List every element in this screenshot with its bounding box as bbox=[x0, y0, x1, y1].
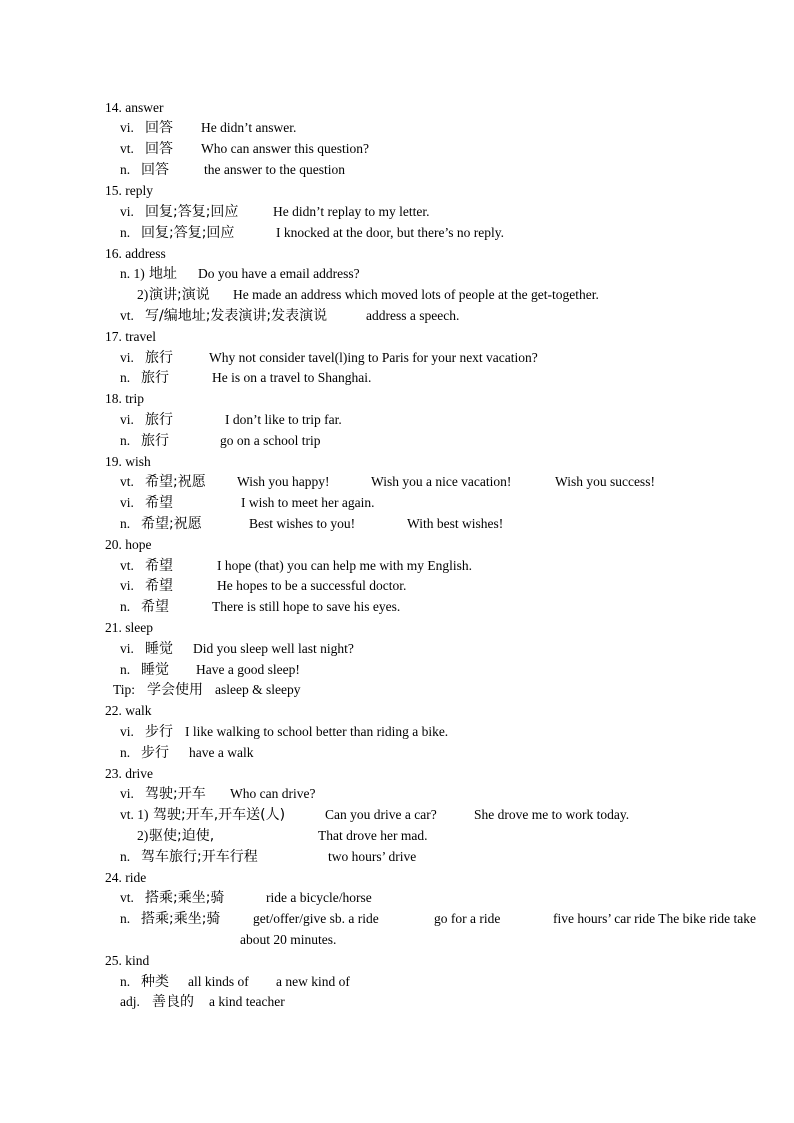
text-fragment: 2) bbox=[137, 287, 149, 302]
text-fragment: I wish to meet her again. bbox=[241, 495, 375, 510]
text-fragment: He hopes to be a successful doctor. bbox=[217, 578, 407, 593]
text-fragment: There is still hope to save his eyes. bbox=[212, 599, 401, 614]
text-fragment: 14. answer bbox=[105, 100, 164, 115]
chinese-meaning: 种类 bbox=[141, 974, 169, 990]
chinese-meaning: 善良的 bbox=[152, 994, 194, 1010]
text-fragment: vt. bbox=[120, 474, 134, 489]
text-fragment: 21. sleep bbox=[105, 620, 153, 635]
text-fragment: go for a ride bbox=[434, 911, 501, 926]
text-fragment: vi. bbox=[120, 495, 134, 510]
text-fragment: Can you drive a car? bbox=[325, 807, 437, 822]
text-fragment: a kind teacher bbox=[209, 994, 285, 1009]
text-fragment: vt. bbox=[120, 308, 134, 323]
chinese-meaning: 旅行 bbox=[141, 370, 169, 386]
text-fragment: 17. travel bbox=[105, 329, 156, 344]
chinese-meaning: 回复;答复;回应 bbox=[145, 204, 239, 220]
text-fragment: He didn’t answer. bbox=[201, 120, 297, 135]
text-fragment: He is on a travel to Shanghai. bbox=[212, 370, 372, 385]
text-fragment: Wish you happy! bbox=[237, 474, 330, 489]
text-fragment: Tip: bbox=[113, 682, 136, 697]
text-fragment: all kinds of bbox=[188, 974, 249, 989]
chinese-meaning: 回复;答复;回应 bbox=[141, 225, 235, 241]
text-fragment: have a walk bbox=[189, 745, 254, 760]
chinese-meaning: 希望 bbox=[145, 578, 173, 594]
text-fragment: two hours’ drive bbox=[328, 849, 417, 864]
text-fragment: get/offer/give sb. a ride bbox=[253, 911, 379, 926]
text-fragment: n. bbox=[120, 370, 131, 385]
text-fragment: a new kind of bbox=[276, 974, 350, 989]
chinese-meaning: 回答 bbox=[145, 120, 173, 136]
text-fragment: He didn’t replay to my letter. bbox=[273, 204, 430, 219]
text-fragment: 22. walk bbox=[105, 703, 152, 718]
text-fragment: n. bbox=[120, 662, 131, 677]
text-fragment: n. bbox=[120, 599, 131, 614]
text-fragment: vi. bbox=[120, 786, 134, 801]
text-fragment: Who can answer this question? bbox=[201, 141, 369, 156]
text-fragment: vi. bbox=[120, 641, 134, 656]
text-fragment: vt. bbox=[120, 890, 134, 905]
text-fragment: Wish you success! bbox=[555, 474, 655, 489]
text-fragment: vi. bbox=[120, 204, 134, 219]
text-fragment: ride a bicycle/horse bbox=[266, 890, 372, 905]
text-fragment: vi. bbox=[120, 120, 134, 135]
chinese-meaning: 步行 bbox=[141, 745, 169, 761]
chinese-meaning: 写/编地址;发表演讲;发表演说 bbox=[145, 308, 328, 324]
chinese-meaning: 旅行 bbox=[145, 412, 173, 428]
chinese-meaning: 希望;祝愿 bbox=[141, 516, 202, 532]
text-fragment: n. bbox=[120, 433, 131, 448]
text-fragment: I don’t like to trip far. bbox=[225, 412, 342, 427]
chinese-meaning: 希望 bbox=[141, 599, 169, 615]
chinese-meaning: 驾驶;开车,开车送(人) bbox=[153, 807, 286, 823]
chinese-meaning: 地址 bbox=[149, 266, 177, 282]
text-fragment: asleep & sleepy bbox=[215, 682, 301, 697]
text-fragment: I hope (that) you can help me with my English. bbox=[217, 558, 472, 573]
chinese-meaning: 希望 bbox=[145, 495, 173, 511]
chinese-meaning: 演讲;演说 bbox=[149, 287, 210, 303]
chinese-meaning: 步行 bbox=[145, 724, 173, 740]
text-fragment: Best wishes to you! bbox=[249, 516, 356, 531]
text-fragment: 25. kind bbox=[105, 953, 150, 968]
text-fragment: 24. ride bbox=[105, 870, 147, 885]
chinese-meaning: 驾驶;开车 bbox=[145, 786, 206, 802]
text-fragment: n. bbox=[120, 911, 131, 926]
text-fragment: vt. bbox=[120, 558, 134, 573]
text-fragment: n. bbox=[120, 516, 131, 531]
text-fragment: the answer to the question bbox=[204, 162, 345, 177]
text-fragment: n. bbox=[120, 745, 131, 760]
chinese-meaning: 回答 bbox=[141, 162, 169, 178]
text-fragment: That drove her mad. bbox=[318, 828, 428, 843]
text-fragment: n. bbox=[120, 225, 131, 240]
text-fragment: vi. bbox=[120, 724, 134, 739]
text-fragment: With best wishes! bbox=[407, 516, 504, 531]
chinese-meaning: 搭乘;乘坐;骑 bbox=[141, 911, 221, 927]
text-fragment: She drove me to work today. bbox=[474, 807, 630, 822]
text-fragment: adj. bbox=[120, 994, 140, 1009]
text-fragment: five hours’ car ride The bike ride take bbox=[553, 911, 757, 926]
text-fragment: I knocked at the door, but there’s no reply. bbox=[276, 225, 505, 240]
text-fragment: vt. 1) bbox=[120, 807, 149, 822]
text-fragment: address a speech. bbox=[366, 308, 460, 323]
chinese-meaning: 睡觉 bbox=[145, 641, 173, 657]
text-fragment: 23. drive bbox=[105, 766, 153, 781]
chinese-meaning: 驱使;迫使, bbox=[149, 828, 215, 844]
chinese-meaning: 驾车旅行;开车行程 bbox=[141, 849, 258, 865]
text-fragment: vi. bbox=[120, 578, 134, 593]
text-fragment: n. bbox=[120, 849, 131, 864]
text-fragment: Who can drive? bbox=[230, 786, 316, 801]
text-fragment: n. bbox=[120, 974, 131, 989]
text-fragment: Have a good sleep! bbox=[196, 662, 300, 677]
chinese-meaning: 学会使用 bbox=[147, 682, 203, 698]
text-fragment: 19. wish bbox=[105, 454, 151, 469]
text-fragment: Do you have a email address? bbox=[198, 266, 360, 281]
text-fragment: 18. trip bbox=[105, 391, 144, 406]
text-fragment: 15. reply bbox=[105, 183, 153, 198]
text-fragment: 16. address bbox=[105, 246, 166, 261]
text-fragment: Did you sleep well last night? bbox=[193, 641, 354, 656]
chinese-meaning: 希望 bbox=[145, 558, 173, 574]
text-fragment: Wish you a nice vacation! bbox=[371, 474, 512, 489]
text-fragment: n. 1) bbox=[120, 266, 145, 281]
chinese-meaning: 旅行 bbox=[141, 433, 169, 449]
text-fragment: vi. bbox=[120, 350, 134, 365]
chinese-meaning: 希望;祝愿 bbox=[145, 474, 206, 490]
text-fragment: vt. bbox=[120, 141, 134, 156]
text-fragment: go on a school trip bbox=[220, 433, 321, 448]
text-fragment: He made an address which moved lots of people at the get-together. bbox=[233, 287, 599, 302]
chinese-meaning: 睡觉 bbox=[141, 662, 169, 678]
text-fragment: about 20 minutes. bbox=[240, 932, 337, 947]
text-fragment: I like walking to school better than riding a bike. bbox=[185, 724, 449, 739]
text-fragment: vi. bbox=[120, 412, 134, 427]
chinese-meaning: 回答 bbox=[145, 141, 173, 157]
text-fragment: Why not consider tavel(l)ing to Paris for your next vacation? bbox=[209, 350, 538, 365]
text-fragment: n. bbox=[120, 162, 131, 177]
chinese-meaning: 搭乘;乘坐;骑 bbox=[145, 890, 225, 906]
text-fragment: 2) bbox=[137, 828, 149, 843]
chinese-meaning: 旅行 bbox=[145, 350, 173, 366]
text-fragment: 20. hope bbox=[105, 537, 152, 552]
